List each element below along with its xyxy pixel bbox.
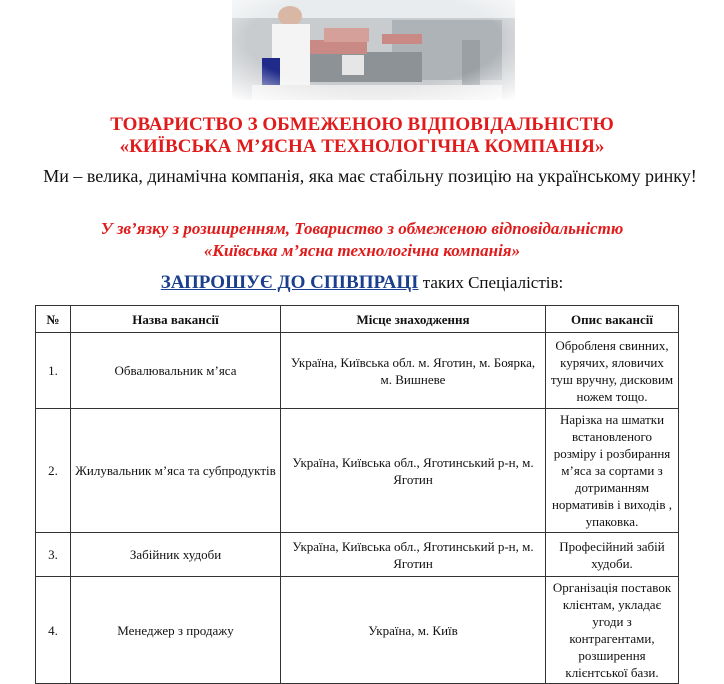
table-row xyxy=(36,333,679,409)
company-intro: Ми – велика, динамічна компанія, яка має стабільну позицію на українському ринку! xyxy=(43,166,697,186)
table-header-row xyxy=(36,306,679,333)
invite-line xyxy=(0,272,724,294)
company-title xyxy=(0,114,724,158)
table-row xyxy=(36,533,679,577)
row-location: Україна, м. Київ xyxy=(281,577,546,684)
row-title: Менеджер з продажу xyxy=(71,577,281,684)
meat-processing-illustration xyxy=(232,0,515,100)
company-title-line1: ТОВАРИСТВО З ОБМЕЖЕНОЮ ВІДПОВІДАЛЬНІСТЮ xyxy=(110,114,614,135)
expansion-line1: У зв’язку з розширенням, Товариство з обмеженою відповідальністю xyxy=(100,219,624,238)
row-title: Обвалювальник м’яса xyxy=(71,333,281,409)
vacancies-table xyxy=(35,305,679,684)
row-description: Професійний забій худоби. xyxy=(546,533,679,577)
company-title-line2: «КИЇВСЬКА М’ЯСНА ТЕХНОЛОГІЧНА КОМПАНІЯ» xyxy=(119,136,605,157)
header-title: Назва вакансії xyxy=(71,306,281,333)
row-location: Україна, Київська обл., Яготинський р-н, м. Яготин xyxy=(281,409,546,533)
meat-processing-photo xyxy=(232,0,515,100)
header-number: № xyxy=(36,306,71,333)
expansion-notice xyxy=(0,218,724,262)
row-number: 3. xyxy=(36,533,71,577)
row-description: Нарізка на шматки встановленого розміру і розбирання м’яса за сортами з дотриманням нормативів і виходів , упаковка. xyxy=(546,409,679,533)
row-number: 1. xyxy=(36,333,71,409)
row-title: Забійник худоби xyxy=(71,533,281,577)
header-location: Місце знаходження xyxy=(281,306,546,333)
row-location: Україна, Київська обл., Яготинський р-н, м. Яготин xyxy=(281,533,546,577)
row-title: Жилувальник м’яса та субпродуктів xyxy=(71,409,281,533)
table-row xyxy=(36,577,679,684)
row-number: 4. xyxy=(36,577,71,684)
header-description: Опис вакансії xyxy=(546,306,679,333)
row-description: Обробленя свинних, курячих, яловичих туш вручну, дисковим ножем тощо. xyxy=(546,333,679,409)
row-number: 2. xyxy=(36,409,71,533)
invite-accent: ЗАПРОШУЄ ДО СПІВПРАЦІ xyxy=(160,272,419,293)
invite-rest: таких Спеціалістів: xyxy=(418,273,564,292)
row-location: Україна, Київська обл. м. Яготин, м. Боярка, м. Вишневе xyxy=(281,333,546,409)
expansion-line2: «Київська м’ясна технологічна компанія» xyxy=(203,241,521,260)
table-row xyxy=(36,409,679,533)
row-description: Організація поставок клієнтам, укладає угоди з контрагентами, розширення клієнтської бази. xyxy=(546,577,679,684)
